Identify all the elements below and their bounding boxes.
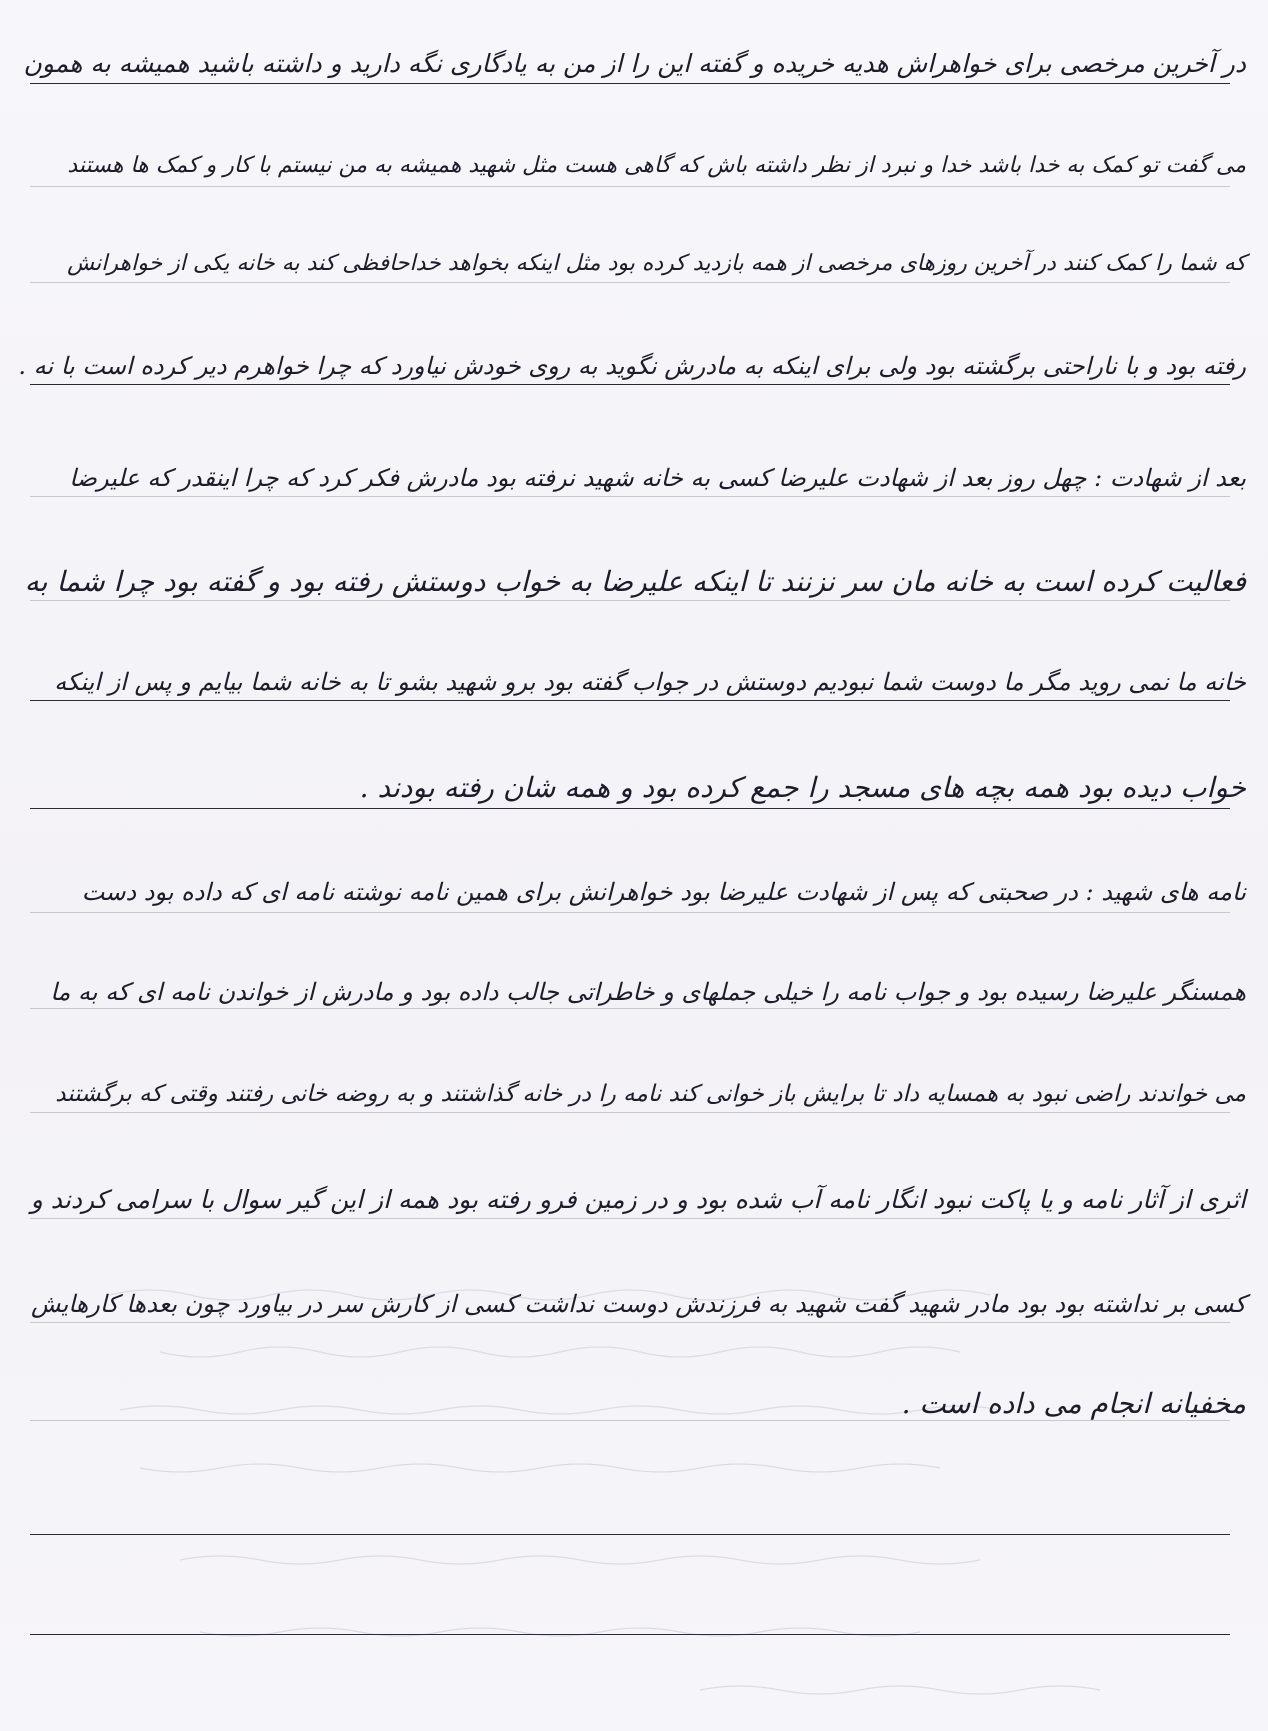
- text-line-7: خانه ما نمی روید مگر ما دوست شما نبودیم دوستش در جواب گفته بود برو شهید بشو تا به خانه شما بیایم و پس از اینکه: [54, 668, 1246, 696]
- section-heading-line: [16, 458, 1246, 498]
- ruled-line: [30, 1634, 1230, 1635]
- text-line-9: در صحبتی که پس از شهادت علیرضا بود خواهرانش برای همین نامه نوشته نامه ای که داده بود دست: [81, 878, 1078, 906]
- text-line-4: رفته بود و با ناراحتی برگشته بود ولی برای اینکه به مادرش نگوید به روی خودش نیاورد که چرا خواهرم دیر کرده است با نه .: [18, 352, 1246, 380]
- section-heading-line: [16, 872, 1246, 912]
- ruled-line: [30, 912, 1230, 913]
- text-line-13: کسی بر نداشته بود بود مادر شهید گفت شهید به فرزندش دوست نداشت کسی از کارش سر در بیاورد چون بعدها کارهایش: [31, 1290, 1246, 1318]
- text-line-1: در آخرین مرخصی برای خواهراش هدیه خریده و گفته این را از من به یادگاری نگه دارید و داشته باشید همیشه به همون: [23, 49, 1246, 78]
- text-line-14: مخفیانه انجام می داده است .: [901, 1387, 1246, 1420]
- ruled-line: [30, 808, 1230, 809]
- text-line-12: اثری از آثار نامه و یا پاکت نبود انگار نامه آب شده بود و در زمین فرو رفته بود همه از این گیر سوال با سرامی کردند و: [30, 1185, 1246, 1214]
- ruled-line: [30, 186, 1230, 187]
- text-line-2: می گفت تو کمک به خدا باشد خدا و نبرد از نظر داشته باش که گاهی هست مثل شهید همیشه به من نیستم با کار و کمک ها هستند: [67, 153, 1246, 178]
- text-line-8: خواب دیده بود همه بچه های مسجد را جمع کرده بود و همه شان رفته بودند .: [359, 771, 1246, 804]
- section-heading: بعد از شهادت :: [1094, 464, 1246, 492]
- text-line-5: چهل روز بعد از شهادت علیرضا کسی به خانه شهید نرفته بود مادرش فکر کرد که چرا اینقدر که علیرضا: [69, 464, 1087, 492]
- text-line-10: همسنگر علیرضا رسیده بود و جواب نامه را خیلی جملهای و خاطراتی جالب داده بود و مادرش از خواندن نامه ای که به ما: [50, 978, 1246, 1006]
- text-line-6: فعالیت کرده است به خانه مان سر نزنند تا اینکه علیرضا به خواب دوستش رفته بود و گفته بود چرا شما به: [24, 565, 1246, 598]
- text-line-3: که شما را کمک کنند در آخرین روزهای مرخصی از همه بازدید کرده بود مثل اینکه بخواهد خداحافظی کند به خانه یکی از خواهرانش: [67, 251, 1246, 276]
- section-heading: نامه های شهید :: [1085, 878, 1246, 906]
- ruled-line: [30, 1534, 1230, 1535]
- text-line-11: می خواندند راضی نبود به همسایه داد تا برایش باز خوانی کند نامه را در خانه گذاشتند و به روضه خانی رفتند وقتی که برگشتند: [55, 1081, 1246, 1107]
